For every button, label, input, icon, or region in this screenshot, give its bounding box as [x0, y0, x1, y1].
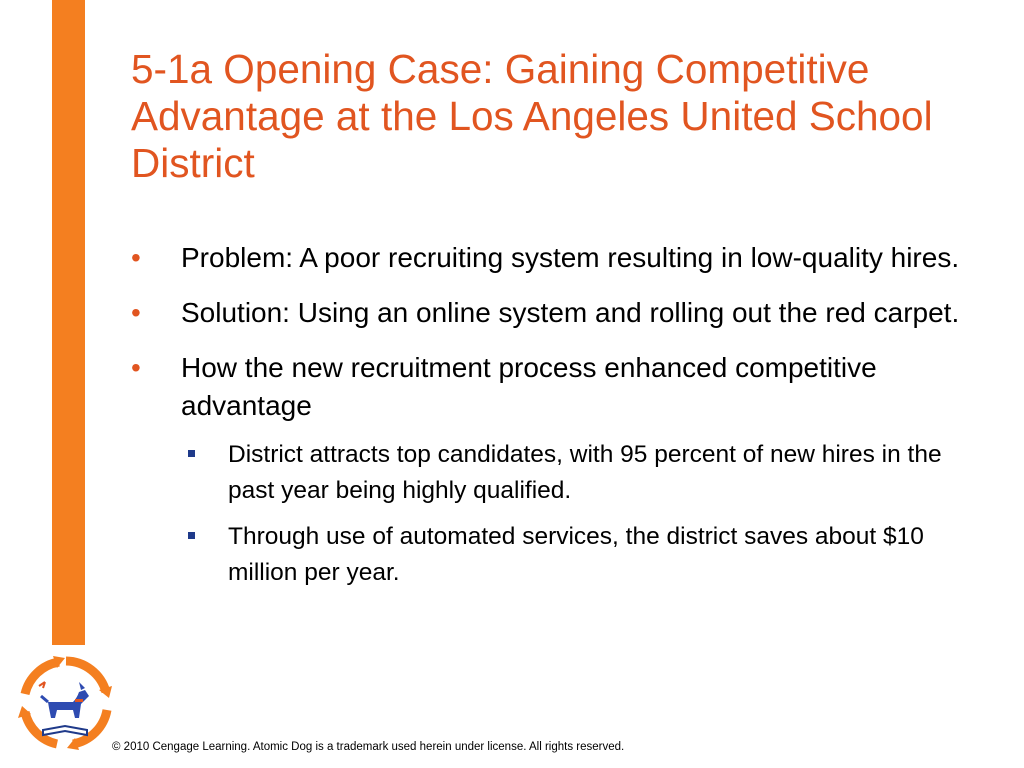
- bullet-list: [131, 239, 991, 608]
- square-bullet-icon: [188, 450, 195, 457]
- accent-side-bar: [52, 0, 85, 645]
- square-bullet-icon: [188, 532, 195, 539]
- copyright-footer: © 2010 Cengage Learning. Atomic Dog is a trademark used herein under license. All rights reserved.: [112, 741, 625, 753]
- bullet-item-solution: [131, 294, 991, 332]
- sub-bullet-text: Through use of automated services, the district saves about $10 million per year.: [228, 523, 924, 586]
- bullet-item-advantage: [131, 349, 991, 591]
- sub-bullet-text: District attracts top candidates, with 95 percent of new hires in the past year being highly qualified.: [228, 441, 942, 504]
- bullet-marker: •: [131, 297, 141, 328]
- bullet-text: How the new recruitment process enhanced competitive advantage: [181, 352, 877, 421]
- bullet-marker: •: [131, 242, 141, 273]
- bullet-marker: •: [131, 352, 141, 383]
- atomic-dog-logo-icon: [15, 652, 117, 754]
- bullet-text: Problem: A poor recruiting system resulting in low-quality hires.: [181, 242, 960, 273]
- slide-title: 5-1a Opening Case: Gaining Competitive Advantage at the Los Angeles United School District: [131, 46, 933, 186]
- bullet-item-problem: [131, 239, 991, 277]
- sub-bullet-item: [181, 437, 991, 509]
- bullet-text: Solution: Using an online system and rolling out the red carpet.: [181, 297, 960, 328]
- sub-bullet-item: [181, 519, 991, 591]
- sub-bullet-list: [181, 437, 991, 591]
